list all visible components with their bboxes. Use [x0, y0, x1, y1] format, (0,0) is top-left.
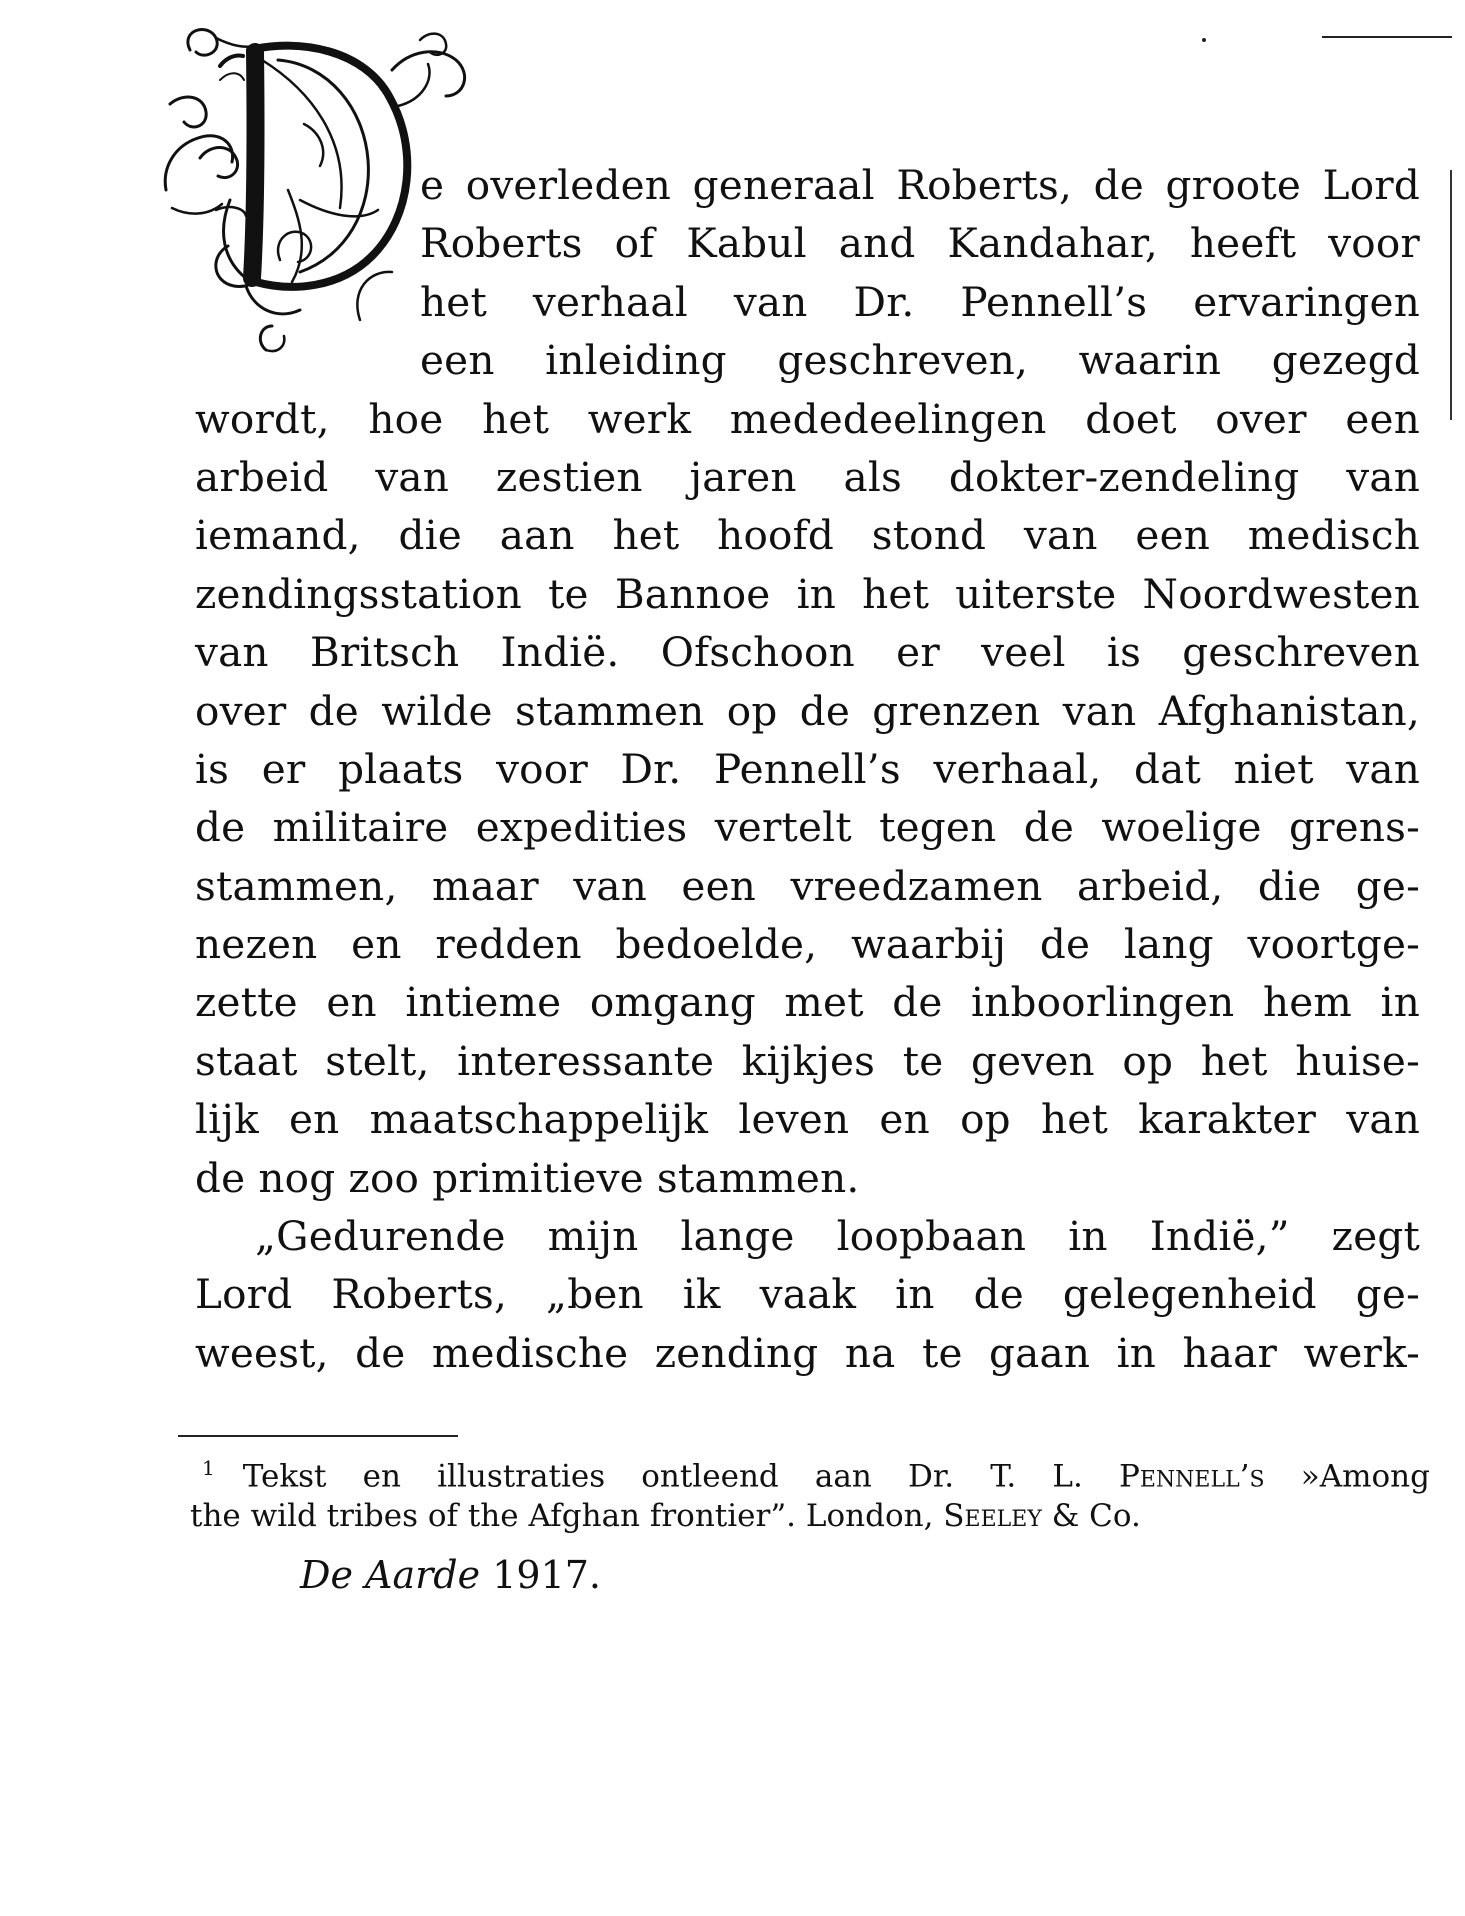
footnote-title-start: »Among [1300, 1458, 1430, 1495]
text-line: wordt, hoe het werk mededeelingen doet over een [195, 394, 1420, 443]
text-line: staat stelt, interessante kijkjes te geven op het huise- [195, 1036, 1420, 1085]
text-line: e overleden generaal Roberts, de groote Lord [420, 161, 1420, 209]
text-line: lijk en maatschappelijk leven en op het karakter van [195, 1095, 1420, 1144]
text-line: Roberts of Kabul and Kandahar, heeft voor [420, 219, 1420, 268]
text-line: van Britsch Indië. Ofschoon er veel is geschreven [195, 628, 1420, 677]
text-line: iemand, die aan het hoofd stond van een medisch [195, 511, 1420, 560]
footnote [190, 1448, 1430, 1536]
text-line: stammen, maar van een vreedzamen arbeid, die ge- [195, 861, 1420, 910]
text-line: Lord Roberts, „ben ik vaak in de gelegenheid ge- [195, 1270, 1420, 1319]
page-speck [1202, 38, 1206, 42]
text-line: arbeid van zestien jaren als dokter-zendeling van [195, 452, 1420, 501]
text-line: over de wilde stammen op de grenzen van Afghanistan, [195, 686, 1420, 735]
footnote-rule [178, 1435, 458, 1437]
footnote-text: Tekst en illustraties ontleend aan Dr. T. L. [242, 1458, 1083, 1495]
edge-mark [1450, 170, 1452, 420]
footnote-line [190, 1496, 1430, 1536]
journal-year: 1917. [492, 1553, 602, 1597]
top-rule [1322, 36, 1452, 38]
text-line: is er plaats voor Dr. Pennell’s verhaal, dat niet van [195, 744, 1420, 793]
text-line: weest, de medische zending na te gaan in haar werk- [195, 1328, 1420, 1377]
text-line: een inleiding geschreven, waarin gezegd [420, 336, 1420, 385]
footnote-line [190, 1448, 1430, 1496]
page-signature [300, 1552, 601, 1598]
footnote-author: Pennell’s [1118, 1458, 1265, 1495]
footnote-text: the wild tribes of the Afghan frontier”. London, [190, 1498, 934, 1535]
body-text [195, 156, 1420, 1382]
footnote-publisher: Seeley [943, 1498, 1042, 1535]
journal-name: De Aarde [300, 1553, 481, 1597]
text-line: zendingsstation te Bannoe in het uiterste Noordwesten [195, 569, 1420, 618]
text-line: de militaire expedities vertelt tegen de woelige grens- [195, 803, 1420, 852]
text-line: nezen en redden bedoelde, waarbij de lang voortge- [195, 920, 1420, 969]
text-line: het verhaal van Dr. Pennell’s ervaringen [420, 277, 1420, 326]
text-line: „Gedurende mijn lange loopbaan in Indië,” zegt [255, 1212, 1420, 1261]
text-line: de nog zoo primitieve stammen. [195, 1153, 860, 1202]
dropcap-letter: D [280, 240, 281, 241]
footnote-mark: 1 [202, 1456, 215, 1480]
footnote-end: & Co. [1051, 1498, 1141, 1535]
text-line: zette en intieme omgang met de inboorlingen hem in [195, 978, 1420, 1027]
